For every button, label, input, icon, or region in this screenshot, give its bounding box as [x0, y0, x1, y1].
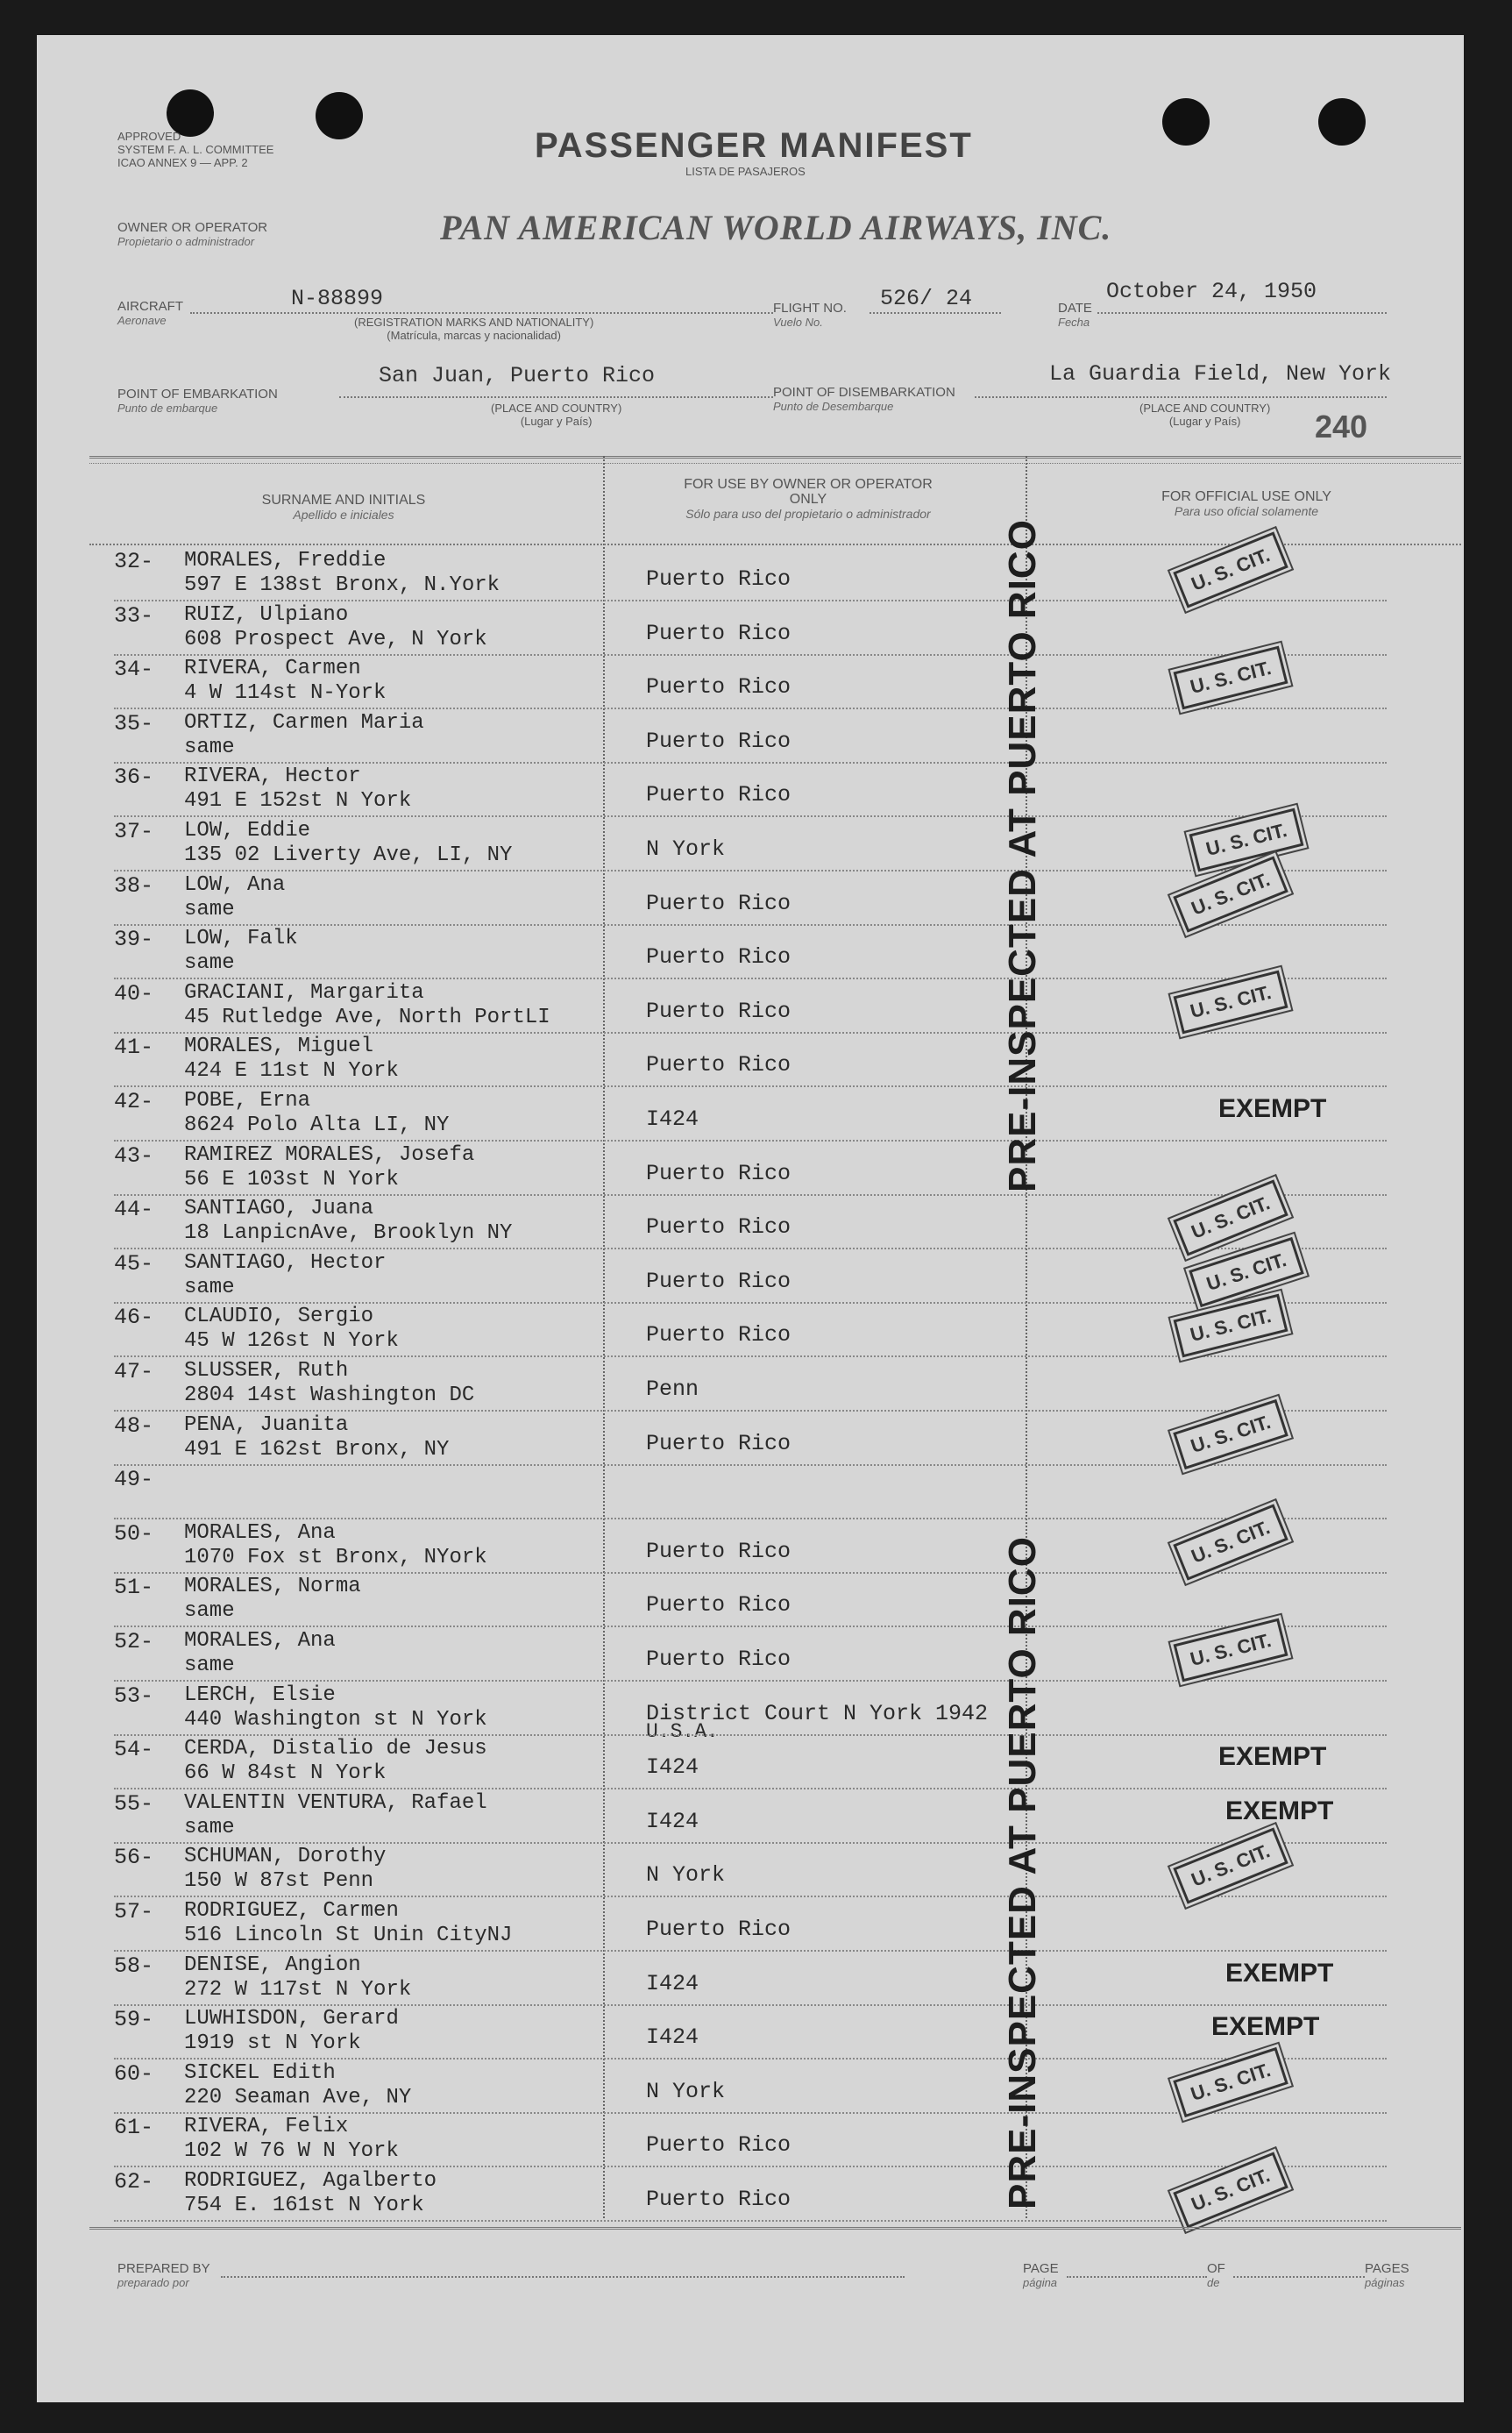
exempt-stamp: EXEMPT — [1211, 2012, 1320, 2042]
passenger-name: CERDA, Distalio de Jesus — [184, 1737, 487, 1761]
passenger-destination: I424 — [646, 1970, 699, 1996]
passenger-destination: Puerto Rico — [646, 1917, 791, 1942]
table-row — [37, 1249, 1464, 1304]
field-line — [190, 312, 773, 314]
passenger-destination: Puerto Rico — [646, 1322, 791, 1348]
flight-label — [773, 302, 847, 330]
preinspected-stamp: PRE-INSPECTED AT PUERTO RICO — [1001, 1536, 1044, 2209]
passenger-address: 1919 st N York — [184, 2031, 361, 2056]
table-row — [37, 2113, 1464, 2167]
passenger-name: LOW, Eddie — [184, 819, 311, 843]
passenger-destination: Penn — [646, 1377, 699, 1402]
passenger-name: LUWHISDON, Gerard — [184, 2007, 399, 2031]
exempt-stamp: EXEMPT — [1218, 1094, 1327, 1123]
row-number: 35- — [114, 710, 154, 736]
row-number: 45- — [114, 1250, 154, 1277]
approval-line: SYSTEM F. A. L. COMMITTEE — [117, 143, 274, 156]
passenger-name: MORALES, Ana — [184, 1629, 336, 1653]
passenger-destination: Puerto Rico — [646, 620, 791, 646]
table-row — [37, 979, 1464, 1034]
row-number: 58- — [114, 1953, 154, 1979]
approval-line: ICAO ANNEX 9 — APP. 2 — [117, 156, 248, 169]
field-line — [870, 312, 1001, 314]
passenger-destination-2: U.S.A. — [646, 1719, 719, 1743]
row-number: 57- — [114, 1899, 154, 1924]
aircraft-value: N-88899 — [291, 286, 384, 311]
row-number: 33- — [114, 602, 154, 629]
passenger-address: 608 Prospect Ave, N York — [184, 627, 487, 651]
row-number: 40- — [114, 980, 154, 1007]
owner-use-column-header — [668, 477, 948, 522]
us-citizen-stamp: U. S. CIT. — [1173, 2047, 1288, 2117]
passenger-destination: I424 — [646, 1106, 699, 1132]
flight-label-en: FLIGHT NO. — [773, 301, 847, 316]
row-number: 51- — [114, 1575, 154, 1601]
embark-place-note — [491, 402, 621, 428]
registration-note-es: (Matrícula, marcas y nacionalidad) — [387, 329, 561, 342]
passenger-name: SICKEL Edith — [184, 2060, 336, 2085]
passenger-destination: I424 — [646, 2024, 699, 2051]
passenger-address: 135 02 Liverty Ave, LI, NY — [184, 843, 513, 867]
owner-label — [117, 221, 267, 249]
row-number: 39- — [114, 927, 154, 953]
passenger-name: RIVERA, Felix — [184, 2115, 349, 2139]
us-citizen-stamp: U. S. CIT. — [1173, 1180, 1288, 1256]
embark-label-en: POINT OF EMBARKATION — [117, 387, 278, 402]
passenger-address: 66 W 84st N York — [184, 1761, 387, 1786]
row-number: 50- — [114, 1520, 154, 1547]
row-number: 54- — [114, 1737, 154, 1763]
embark-label-es: Punto de embarque — [117, 402, 218, 415]
field-line — [1097, 312, 1387, 314]
disembark-label-en: POINT OF DISEMBARKATION — [773, 385, 955, 400]
passenger-name: SLUSSER, Ruth — [184, 1359, 349, 1383]
disembark-label — [773, 386, 955, 414]
passenger-destination: Puerto Rico — [646, 890, 791, 916]
page-title: PASSENGER MANIFEST — [535, 126, 973, 165]
passenger-address: same — [184, 1599, 235, 1624]
place-note-en: (PLACE AND COUNTRY) — [1139, 402, 1271, 415]
passenger-destination: Puerto Rico — [646, 2132, 791, 2159]
passenger-name: PENA, Juanita — [184, 1412, 349, 1437]
aircraft-label — [117, 300, 183, 328]
passenger-destination: District Court N York 1942 — [646, 1700, 989, 1726]
passenger-name: SANTIAGO, Juana — [184, 1197, 374, 1221]
prepared-by-en: PREPARED BY — [117, 2261, 210, 2276]
passenger-name: ORTIZ, Carmen Maria — [184, 710, 424, 735]
prepared-by-es: preparado por — [117, 2276, 189, 2289]
owner-use-header-en: FOR USE BY OWNER OR OPERATOR ONLY — [684, 477, 933, 507]
passenger-destination: I424 — [646, 1808, 699, 1834]
passenger-destination: Puerto Rico — [646, 1538, 791, 1564]
passenger-destination: Puerto Rico — [646, 1160, 791, 1186]
embark-value: San Juan, Puerto Rico — [379, 363, 656, 388]
us-citizen-stamp: U. S. CIT. — [1174, 1294, 1288, 1358]
pages-en: PAGES — [1365, 2261, 1409, 2276]
table-row — [37, 2005, 1464, 2060]
row-number: 60- — [114, 2060, 154, 2087]
passenger-name: LOW, Ana — [184, 872, 286, 897]
passenger-address: 4 W 114st N-York — [184, 681, 387, 706]
passenger-name: MORALES, Norma — [184, 1575, 361, 1599]
exempt-stamp: EXEMPT — [1225, 1958, 1334, 1988]
row-number: 44- — [114, 1197, 154, 1223]
page-en: PAGE — [1023, 2261, 1059, 2276]
us-citizen-stamp: U. S. CIT. — [1173, 531, 1288, 608]
table-row — [37, 867, 1464, 926]
field-line — [339, 396, 773, 398]
passenger-destination: Puerto Rico — [646, 2187, 791, 2212]
passenger-address: 18 LanpicnAve, Brooklyn NY — [184, 1221, 513, 1246]
row-number: 56- — [114, 1845, 154, 1871]
passenger-name: RODRIGUEZ, Carmen — [184, 1899, 399, 1923]
disembark-value: La Guardia Field, New York — [1049, 361, 1392, 387]
date-label — [1058, 302, 1092, 330]
table-bottom-rule — [89, 2227, 1461, 2230]
row-number: 62- — [114, 2169, 154, 2195]
table-row — [37, 1682, 1464, 1743]
row-number: 55- — [114, 1790, 154, 1817]
page-subtitle: LISTA DE PASAJEROS — [685, 165, 806, 178]
exempt-stamp: EXEMPT — [1225, 1796, 1334, 1825]
row-number: 37- — [114, 819, 154, 844]
us-citizen-stamp: U. S. CIT. — [1174, 970, 1288, 1034]
table-row — [37, 1735, 1464, 1789]
flight-value: 526/ 24 — [880, 286, 973, 311]
surname-column-header — [195, 493, 493, 523]
table-row — [37, 1627, 1464, 1682]
passenger-destination: Puerto Rico — [646, 674, 791, 701]
passenger-destination: Puerto Rico — [646, 1592, 791, 1618]
passenger-address: same — [184, 735, 235, 759]
place-note-en: (PLACE AND COUNTRY) — [491, 402, 622, 415]
passenger-name: RAMIREZ MORALES, Josefa — [184, 1142, 475, 1167]
passenger-name: LOW, Falk — [184, 927, 298, 951]
passenger-destination: Puerto Rico — [646, 1052, 791, 1078]
table-top-rule — [89, 463, 1461, 464]
passenger-name: CLAUDIO, Sergio — [184, 1305, 374, 1329]
passenger-address: 491 E 162st Bronx, NY — [184, 1437, 450, 1462]
table-row — [37, 1357, 1464, 1412]
table-row — [37, 601, 1464, 656]
row-number: 46- — [114, 1305, 154, 1331]
passenger-destination: Puerto Rico — [646, 944, 791, 971]
passenger-name: POBE, Erna — [184, 1089, 311, 1113]
us-citizen-stamp: U. S. CIT. — [1174, 646, 1288, 710]
official-use-column-header — [1106, 489, 1387, 519]
aircraft-label-es: Aeronave — [117, 314, 167, 327]
row-number: 53- — [114, 1682, 154, 1709]
passenger-destination: Puerto Rico — [646, 1268, 791, 1294]
table-row — [37, 709, 1464, 764]
owner-use-header-es: Sólo para uso del propietario o administrador — [685, 507, 931, 521]
passenger-name: GRACIANI, Margarita — [184, 980, 424, 1005]
date-label-en: DATE — [1058, 301, 1092, 316]
passenger-address: 150 W 87st Penn — [184, 1869, 374, 1894]
passenger-name: MORALES, Miguel — [184, 1035, 374, 1059]
prepared-by-label — [117, 2262, 210, 2290]
approval-note — [117, 130, 273, 169]
table-row — [37, 1789, 1464, 1844]
row-number: 42- — [114, 1089, 154, 1114]
passenger-name: VALENTIN VENTURA, Rafael — [184, 1790, 487, 1815]
surname-header-en: SURNAME AND INITIALS — [261, 493, 426, 508]
passenger-name: SANTIAGO, Hector — [184, 1250, 387, 1275]
owner-label-en: OWNER OR OPERATOR — [117, 220, 268, 235]
row-number: 43- — [114, 1142, 154, 1169]
passenger-address: 56 E 103st N York — [184, 1167, 399, 1192]
passenger-name: SCHUMAN, Dorothy — [184, 1845, 387, 1869]
passenger-destination: N York — [646, 1862, 726, 1889]
table-row — [37, 1142, 1464, 1196]
us-citizen-stamp: U. S. CIT. — [1189, 1237, 1304, 1307]
passenger-address: same — [184, 1275, 235, 1299]
passenger-destination: Puerto Rico — [646, 998, 791, 1024]
us-citizen-stamp: U. S. CIT. — [1173, 1504, 1288, 1580]
passenger-address: 45 Rutledge Ave, North PortLI — [184, 1005, 550, 1029]
passenger-destination: Puerto Rico — [646, 1647, 791, 1672]
field-line — [1233, 2276, 1365, 2278]
passenger-name: MORALES, Ana — [184, 1520, 336, 1545]
passenger-address: 516 Lincoln St Unin CityNJ — [184, 1924, 513, 1947]
place-note-es: (Lugar y País) — [1168, 415, 1241, 428]
row-number: 59- — [114, 2007, 154, 2033]
registration-note — [354, 316, 593, 342]
passenger-address: 8624 Polo Alta LI, NY — [184, 1113, 450, 1137]
exempt-stamp: EXEMPT — [1218, 1742, 1327, 1772]
table-row — [37, 1192, 1464, 1249]
passenger-address: 597 E 138st Bronx, N.York — [184, 573, 500, 597]
passenger-name: DENISE, Angion — [184, 1953, 361, 1977]
row-number: 52- — [114, 1629, 154, 1654]
table-row — [37, 2164, 1464, 2222]
field-line — [1067, 2276, 1207, 2278]
passenger-destination: N York — [646, 836, 726, 862]
approval-line: APPROVED — [117, 130, 181, 143]
passenger-destination: N York — [646, 2078, 726, 2104]
disembark-label-es: Punto de Desembarque — [773, 400, 894, 413]
us-citizen-stamp: U. S. CIT. — [1173, 2152, 1288, 2228]
passenger-destination: Puerto Rico — [646, 782, 791, 808]
embark-label — [117, 388, 278, 416]
table-row — [37, 925, 1464, 979]
passenger-address: 2804 14st Washington DC — [184, 1384, 475, 1407]
table-row — [37, 1839, 1464, 1897]
table-row — [37, 2060, 1464, 2114]
table-row — [37, 1573, 1464, 1627]
field-line — [975, 396, 1387, 398]
us-citizen-stamp: U. S. CIT. — [1173, 1828, 1288, 1904]
page-number-stamp: 240 — [1315, 409, 1368, 445]
passenger-name: RIVERA, Carmen — [184, 657, 361, 681]
table-top-rule — [89, 456, 1461, 459]
passenger-address: 440 Washington st N York — [184, 1707, 487, 1732]
passenger-name: RIVERA, Hector — [184, 765, 361, 789]
aircraft-label-en: AIRCRAFT — [117, 299, 183, 314]
passenger-address: 754 E. 161st N York — [184, 2194, 424, 2217]
row-number: 41- — [114, 1035, 154, 1061]
table-row — [37, 1033, 1464, 1087]
of-en: OF — [1207, 2261, 1225, 2276]
passenger-destination: Puerto Rico — [646, 566, 791, 592]
table-row — [37, 1897, 1464, 1952]
table-row — [37, 1412, 1464, 1466]
us-citizen-stamp: U. S. CIT. — [1174, 1618, 1288, 1682]
passenger-address: 220 Seaman Ave, NY — [184, 2085, 412, 2109]
row-number: 47- — [114, 1359, 154, 1384]
flight-label-es: Vuelo No. — [773, 316, 823, 329]
us-citizen-stamp: U. S. CIT. — [1173, 856, 1288, 932]
of-es: de — [1207, 2276, 1220, 2289]
passenger-address: 45 W 126st N York — [184, 1329, 399, 1354]
table-row — [37, 1516, 1464, 1574]
registration-note-en: (REGISTRATION MARKS AND NATIONALITY) — [354, 316, 594, 329]
table-row — [37, 1087, 1464, 1142]
row-number: 49- — [114, 1467, 154, 1493]
punch-hole — [1318, 98, 1366, 146]
table-row — [37, 544, 1464, 601]
us-citizen-stamp: U. S. CIT. — [1173, 1398, 1288, 1469]
owner-label-es: Propietario o administrador — [117, 235, 255, 248]
passenger-address: 491 E 152st N York — [184, 789, 412, 814]
disembark-place-note — [1139, 402, 1270, 428]
passenger-destination: Puerto Rico — [646, 728, 791, 754]
table-row — [37, 1303, 1464, 1357]
passenger-name: LERCH, Elsie — [184, 1682, 336, 1707]
punch-hole — [316, 92, 363, 139]
row-number: 48- — [114, 1412, 154, 1439]
manifest-sheet — [37, 35, 1464, 2402]
passenger-name: RUIZ, Ulpiano — [184, 602, 349, 627]
official-use-header-en: FOR OFFICIAL USE ONLY — [1161, 489, 1331, 504]
passenger-address: same — [184, 897, 235, 921]
passenger-name: RODRIGUEZ, Agalberto — [184, 2169, 437, 2193]
passenger-address: 424 E 11st N York — [184, 1059, 399, 1084]
pages-es: páginas — [1365, 2276, 1405, 2289]
date-value: October 24, 1950 — [1106, 279, 1317, 304]
row-number: 61- — [114, 2115, 154, 2141]
us-citizen-stamp: U. S. CIT. — [1189, 808, 1304, 872]
of-label — [1207, 2262, 1225, 2290]
passenger-address: same — [184, 1654, 235, 1677]
page-label — [1023, 2262, 1059, 2290]
table-row — [37, 655, 1464, 709]
row-number: 38- — [114, 872, 154, 899]
row-number: 32- — [114, 549, 154, 574]
page-es: página — [1023, 2276, 1058, 2289]
preinspected-stamp: PRE-INSPECTED AT PUERTO RICO — [1001, 519, 1044, 1192]
surname-header-es: Apellido e iniciales — [293, 508, 394, 522]
passenger-address: 102 W 76 W N York — [184, 2139, 399, 2164]
passenger-name: MORALES, Freddie — [184, 549, 387, 573]
passenger-address: 1070 Fox st Bronx, NYork — [184, 1545, 487, 1569]
table-row — [37, 1952, 1464, 2006]
place-note-es: (Lugar y País) — [520, 415, 593, 428]
airline-name: PAN AMERICAN WORLD AIRWAYS, INC. — [440, 208, 1112, 247]
table-row — [37, 817, 1464, 871]
date-label-es: Fecha — [1058, 316, 1090, 329]
official-use-header-es: Para uso oficial solamente — [1174, 504, 1319, 518]
passenger-address: same — [184, 1815, 235, 1839]
passenger-address: 272 W 117st N York — [184, 1977, 412, 2002]
field-line — [221, 2276, 905, 2278]
passenger-destination: Puerto Rico — [646, 1214, 791, 1241]
pages-label — [1365, 2262, 1409, 2290]
passenger-destination: I424 — [646, 1754, 699, 1781]
passenger-destination: Puerto Rico — [646, 1430, 791, 1456]
passenger-address: same — [184, 951, 235, 976]
punch-hole — [1162, 98, 1210, 146]
row-number: 36- — [114, 765, 154, 791]
table-row — [37, 763, 1464, 817]
row-number: 34- — [114, 657, 154, 683]
table-row — [37, 1465, 1464, 1519]
